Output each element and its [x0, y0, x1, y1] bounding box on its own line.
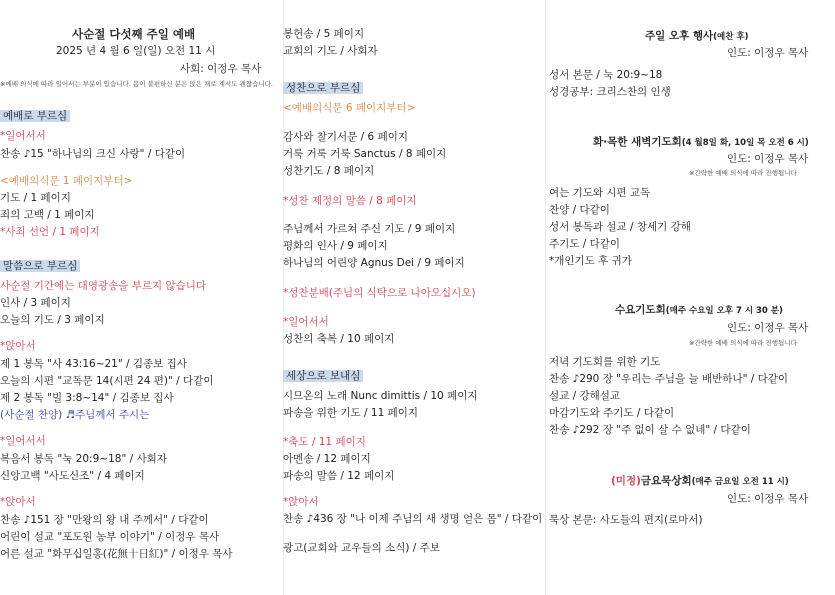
- afternoon-study: 성경공부: 크리스찬의 인생: [549, 86, 671, 98]
- rite-ref-page-6: <예배의식문 6 페이지부터>: [283, 102, 416, 114]
- eucharistic-prayer: 성찬기도 / 8 페이지: [283, 165, 375, 177]
- sending-words: 파송의 말씀 / 12 페이지: [283, 470, 395, 482]
- thanksgiving-preface: 감사와 찰기서문 / 6 페이지: [283, 131, 408, 143]
- greeting: 인사 / 3 페이지: [0, 297, 71, 309]
- rubric-sit: *앉아서: [0, 340, 36, 352]
- dawn-note: ※간략한 예배 의식에 따라 진행됩니다: [689, 169, 797, 177]
- dawn-leader: 인도: 이정우 목사: [727, 153, 809, 165]
- sending-prayer: 파송을 위한 기도 / 11 페이지: [283, 407, 419, 419]
- rubric-sit: *앉아서: [283, 496, 319, 508]
- wednesday-item: 설교 / 강해설교: [549, 390, 621, 402]
- wednesday-item: 찬송 ♪290 장 "우리는 주님을 늘 배반하나" / 다같이: [549, 373, 789, 385]
- wednesday-item: 마감기도와 주기도 / 다같이: [549, 407, 675, 419]
- rubric-stand: *일어서서: [283, 316, 329, 328]
- service-title: 사순절 다섯째 주일 예배: [72, 27, 196, 41]
- order-of-worship-column: [0, 0, 283, 595]
- dawn-prayer-title: 화·목한 새벽기도회: [593, 136, 682, 148]
- wednesday-leader: 인도: 이정우 목사: [727, 322, 809, 334]
- lent-note: 사순절 기간에는 대영광송을 부르지 않습니다: [0, 280, 207, 292]
- absolution: *사죄 선언 / 1 페이지: [0, 226, 100, 238]
- dawn-prayer-time: (4 월8일 화, 10일 목 오전 6 시): [681, 138, 809, 148]
- dawn-item: 성서 봉독과 설교 / 창세기 강해: [549, 221, 691, 233]
- friday-leader: 인도: 이정우 목사: [727, 493, 809, 505]
- offertory: 봉헌송 / 5 페이지: [283, 28, 365, 40]
- lords-prayer: 주님께서 가르쳐 주신 기도 / 9 페이지: [283, 223, 456, 235]
- words-of-institution: *성찬 제정의 말씀 / 8 페이지: [283, 195, 417, 207]
- afternoon-leader: 인도: 이정우 목사: [727, 47, 809, 59]
- section-header-word: 말씀으로 부르심: [0, 260, 80, 272]
- dawn-item: *개인기도 후 귀가: [549, 255, 632, 267]
- friday-time: (매주 금요일 오전 11 시): [691, 477, 789, 487]
- dawn-item: 여는 기도와 시편 교독: [549, 187, 651, 199]
- children-sermon: 어린이 설교 "포도원 농부 이야기" / 이정우 목사: [0, 531, 220, 543]
- hymn-436: 찬송 ♪436 장 "나 이제 주님의 새 생명 얻은 몸" / 다같이: [283, 513, 543, 525]
- sanctus: 거룩 거룩 거룩 Sanctus / 8 페이지: [283, 148, 447, 160]
- nunc-dimittis: 시므온의 노래 Nunc dimittis / 10 페이지: [283, 390, 478, 402]
- hymn-151: 찬송 ♪151 장 "만왕의 왕 내 주께서" / 다같이: [0, 514, 209, 526]
- wednesday-title: 수요기도회: [615, 304, 666, 316]
- order-of-worship-column-2: [283, 0, 545, 595]
- prayers-of-church: 교회의 기도 / 사회자: [283, 45, 378, 57]
- creed: 신앙고백 "사도신조" / 4 페이지: [0, 470, 145, 482]
- afternoon-title: 주일 오후 행사: [645, 30, 714, 42]
- section-header-communion: 성찬으로 부르심: [283, 82, 363, 94]
- dawn-item: 주기도 / 다같이: [549, 238, 621, 250]
- wednesday-note: ※간략한 예배 의식에 따라 진행됩니다: [689, 339, 797, 347]
- dawn-item: 찬양 / 다같이: [549, 204, 610, 216]
- communion-blessing: 성찬의 축복 / 10 페이지: [283, 333, 395, 345]
- benediction: *축도 / 11 페이지: [283, 436, 366, 448]
- rubric-stand: *일어서서: [0, 435, 46, 447]
- friday-text: 묵상 본문: 사도들의 편지(로마서): [549, 514, 703, 526]
- second-reading: 제 2 봉독 "빌 3:8~14" / 김종보 집사: [0, 392, 174, 404]
- section-header-call-to-worship: 예배로 부르심: [0, 110, 70, 122]
- agnus-dei: 하나님의 어린양 Agnus Dei / 9 페이지: [283, 257, 465, 269]
- sermon: 어른 설교 "화무십일홍(花無十日紅)" / 이정우 목사: [0, 548, 233, 560]
- collect: 오늘의 기도 / 3 페이지: [0, 314, 105, 326]
- gospel-reading: 복음서 봉독 "눅 20:9~18" / 사회자: [0, 453, 167, 465]
- rubric-sit: *앉아서: [0, 496, 36, 508]
- afternoon-text: 성서 본문 / 눅 20:9~18: [549, 69, 663, 81]
- amen-song: 아멘송 / 12 페이지: [283, 453, 371, 465]
- afternoon-time: (예찬 후): [713, 32, 749, 42]
- wednesday-item: 찬송 ♪292 장 "주 없이 살 수 없네" / 다같이: [549, 424, 751, 436]
- peace: 평화의 인사 / 9 페이지: [283, 240, 388, 252]
- standing-note: ※예배 의식에 따라 일어서는 부분이 있습니다. 몸이 불편하신 분은 앉은 채로 계셔도 괜찮습니다.: [0, 80, 273, 88]
- lent-anthem: (사순절 찬양) ♬주님께서 주시는: [0, 409, 150, 421]
- weekly-events-column: [545, 0, 835, 595]
- service-date: 2025 년 4 월 6 일(일) 오전 11 시: [56, 45, 216, 57]
- rite-ref-page-1: <예배의식문 1 페이지부터>: [0, 175, 133, 187]
- confession: 죄의 고백 / 1 페이지: [0, 209, 95, 221]
- distribution: *성찬분배(주님의 식탁으로 나아오십시오): [283, 287, 476, 299]
- section-header-sending: 세상으로 보내심: [283, 370, 363, 382]
- prayer: 기도 / 1 페이지: [0, 192, 71, 204]
- rubric-stand: *일어서서: [0, 130, 46, 142]
- first-reading: 제 1 봉독 "사 43:16~21" / 김종보 집사: [0, 358, 187, 370]
- service-leader: 사회: 이정우 목사: [180, 63, 262, 75]
- announcements: 광고(교회와 교우들의 소식) / 주보: [283, 542, 440, 554]
- hymn-15: 찬송 ♪15 "하나님의 크신 사랑" / 다같이: [0, 148, 186, 160]
- friday-title: 금요묵상회: [640, 475, 692, 487]
- friday-pending-badge: (미정): [611, 475, 641, 487]
- psalm-of-day: 오늘의 시편 "교독문 14(시편 24 편)" / 다같이: [0, 375, 214, 387]
- wednesday-item: 저녁 기도회를 위한 기도: [549, 356, 661, 368]
- wednesday-time: (매주 수요일 오후 7 시 30 분): [665, 306, 783, 316]
